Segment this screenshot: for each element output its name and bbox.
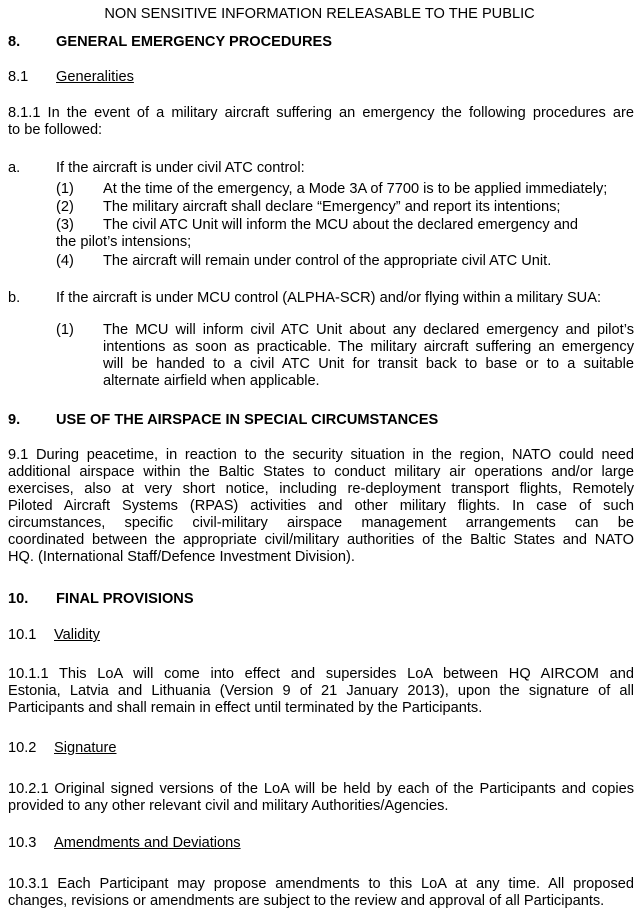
paragraph-line: will be handed to a civil ATC Unit for transit back to base or to a suitable: [103, 356, 634, 372]
section-9-number: 9.: [8, 412, 21, 428]
item-a-text: If the aircraft is under civil ATC control:: [56, 160, 305, 176]
paragraph-line: changes, revisions or amendments are subject to the review and approval of all Participants.: [8, 893, 605, 909]
item-a1-number: (1): [56, 181, 74, 197]
paragraph-line: Estonia, Latvia and Lithuania (Version 9 of 21 January 2013), upon the signature of all: [8, 683, 634, 699]
paragraph-line: Participants and shall remain in effect until terminated by the Participants.: [8, 700, 483, 716]
item-a1-text: At the time of the emergency, a Mode 3A of 7700 is to be applied immediately;: [103, 181, 608, 197]
paragraph-8-1-1: [8, 105, 634, 139]
paragraph-line: intentions as soon as practicable. The military aircraft suffering an emergency: [103, 339, 634, 355]
paragraph-line: HQ. (International Staff/Defence Investment Division).: [8, 549, 355, 565]
section-10-1-title: Validity: [54, 627, 100, 643]
paragraph-line: additional airspace within the Baltic States to conduct military air operations and/or large: [8, 464, 634, 480]
item-a3-continuation: the pilot’s intensions;: [56, 234, 192, 250]
paragraph-line: 10.3.1 Each Participant may propose amendments to this LoA at any time. All proposed: [8, 876, 634, 892]
paragraph-9-1: [8, 447, 634, 566]
section-10-2-number: 10.2: [8, 740, 37, 756]
item-b1-number: (1): [56, 322, 74, 338]
paragraph-line: exercises, also at very short notice, including re-deployment transport flights, Remotely: [8, 481, 634, 497]
item-b1-text: [103, 322, 634, 390]
paragraph-line: alternate airfield when applicable.: [103, 373, 320, 389]
item-a-label: a.: [8, 160, 21, 176]
section-10-3-title: Amendments and Deviations: [54, 835, 241, 851]
section-8-title: GENERAL EMERGENCY PROCEDURES: [56, 34, 332, 50]
section-10-1-number: 10.1: [8, 627, 37, 643]
section-8-1-title: Generalities: [56, 69, 134, 85]
section-8-1-number: 8.1: [8, 69, 29, 85]
paragraph-line: to be followed:: [8, 122, 103, 138]
item-b-text: If the aircraft is under MCU control (ALPHA-SCR) and/or flying within a military SUA:: [56, 290, 602, 306]
paragraph-10-1-1: [8, 666, 634, 717]
paragraph-line: 10.1.1 This LoA will come into effect and supersides LoA between HQ AIRCOM and: [8, 666, 634, 682]
paragraph-10-2-1: [8, 781, 634, 815]
paragraph-line: circumstances, specific civil-military airspace management arrangements can be: [8, 515, 634, 531]
paragraph-line: The MCU will inform civil ATC Unit about any declared emergency and pilot’s: [103, 322, 634, 338]
section-8-number: 8.: [8, 34, 21, 50]
item-b-label: b.: [8, 290, 21, 306]
section-10-title: FINAL PROVISIONS: [56, 591, 194, 607]
page-header: NON SENSITIVE INFORMATION RELEASABLE TO THE PUBLIC: [104, 6, 535, 22]
item-a4-number: (4): [56, 253, 74, 269]
paragraph-line: provided to any other relevant civil and military Authorities/Agencies.: [8, 798, 449, 814]
paragraph-line: 9.1 During peacetime, in reaction to the security situation in the region, NATO could need: [8, 447, 634, 463]
section-10-2-title: Signature: [54, 740, 117, 756]
item-a2-text: The military aircraft shall declare “Emergency” and report its intentions;: [103, 199, 561, 215]
paragraph-line: coordinated between the appropriate civil/military authorities of the Baltic States and NATO: [8, 532, 634, 548]
paragraph-line: Piloted Aircraft Systems (RPAS) activities and other military flights. In case of such: [8, 498, 634, 514]
item-a3-number: (3): [56, 217, 74, 233]
paragraph-line: 10.2.1 Original signed versions of the LoA will be held by each of the Participants and copies: [8, 781, 634, 797]
item-a4-text: The aircraft will remain under control of the appropriate civil ATC Unit.: [103, 253, 552, 269]
item-a3-text: The civil ATC Unit will inform the MCU about the declared emergency and: [103, 217, 579, 233]
section-10-3-number: 10.3: [8, 835, 37, 851]
section-10-number: 10.: [8, 591, 29, 607]
paragraph-line: 8.1.1 In the event of a military aircraft suffering an emergency the following procedures are: [8, 105, 634, 121]
section-9-title: USE OF THE AIRSPACE IN SPECIAL CIRCUMSTANCES: [56, 412, 439, 428]
item-a2-number: (2): [56, 199, 74, 215]
paragraph-10-3-1: [8, 876, 634, 910]
